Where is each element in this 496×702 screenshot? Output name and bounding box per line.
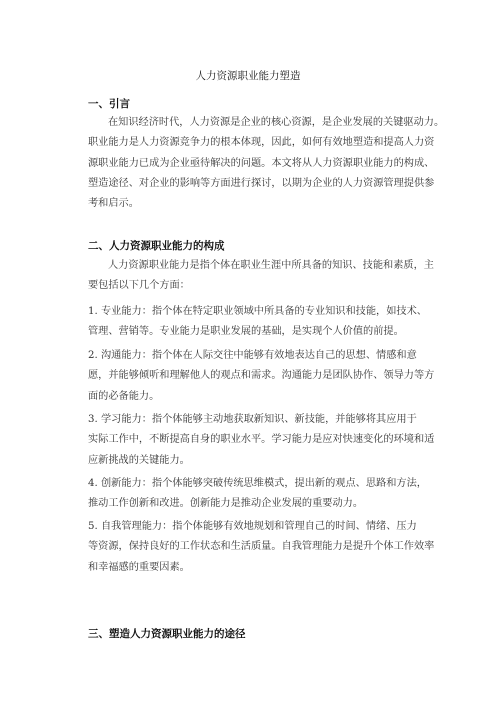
paragraph-line: 推动工作创新和改进。创新能力是推动企业发展的重要动力。 [88,498,364,510]
paragraph-line: 和幸福感的重要因素。 [88,561,190,573]
list-item-innovation-ability [88,474,425,515]
paragraph-line: 源职业能力已成为企业亟待解决的问题。本文将从人力资源职业能力的构成、 [88,157,435,169]
paragraph-line: 职业能力是人力资源竞争力的根本体现，因此，如何有效地塑造和提高人力资 [88,137,435,149]
paragraph-line: 实际工作中，不断提高自身的职业水平。学习能力是应对快速变化的环境和适 [88,434,435,446]
list-item-professional-ability [88,302,425,343]
paragraph-line: 管理、营销等。专业能力是职业发展的基础，是实现个人价值的前提。 [88,326,404,338]
paragraph-composition-intro [88,256,434,297]
section-heading-composition: 二、人力资源职业能力的构成 [88,240,225,252]
paragraph-line: 考和启示。 [88,198,139,210]
paragraph-introduction [88,113,445,214]
list-item-self-management-ability [88,517,435,578]
paragraph-line: 人力资源职业能力是指个体在职业生涯中所具备的知识、技能和素质，主 [108,260,434,271]
section-heading-approaches: 三、塑造人力资源职业能力的途径 [88,628,246,640]
paragraph-line: 2. 沟通能力：指个体在人际交往中能够有效地表达自己的思想、情感和意 [88,350,417,361]
paragraph-line: 1. 专业能力：指个体在特定职业领域中所具备的专业知识和技能，如技术、 [88,306,427,317]
section-heading-introduction: 一、引言 [88,98,130,110]
list-item-communication-ability [88,346,435,407]
paragraph-line: 等资源，保持良好的工作状态和生活质量。自我管理能力是提升个体工作效率 [88,541,435,553]
paragraph-line: 应新挑战的关键能力。 [88,454,190,466]
paragraph-line: 3. 学习能力：指个体能够主动地获取新知识、新技能，并能够将其应用于 [88,414,417,425]
paragraph-line: 5. 自我管理能力：指个体能够有效地规划和管理自己的时间、情绪、压力 [88,521,417,532]
document-title: 人力资源职业能力塑造 [195,70,301,82]
paragraph-line: 在知识经济时代，人力资源是企业的核心资源，是企业发展的关键驱动力。 [108,117,445,128]
paragraph-line: 面的必备能力。 [88,390,160,402]
paragraph-line: 塑造途径、对企业的影响等方面进行探讨，以期为企业的人力资源管理提供参 [88,177,435,189]
paragraph-line: 愿，并能够倾听和理解他人的观点和需求。沟通能力是团队协作、领导力等方 [88,370,435,382]
paragraph-line: 要包括以下几个方面： [88,280,190,292]
paragraph-line: 4. 创新能力：指个体能够突破传统思维模式，提出新的观点、思路和方法， [88,478,427,489]
list-item-learning-ability [88,410,435,471]
